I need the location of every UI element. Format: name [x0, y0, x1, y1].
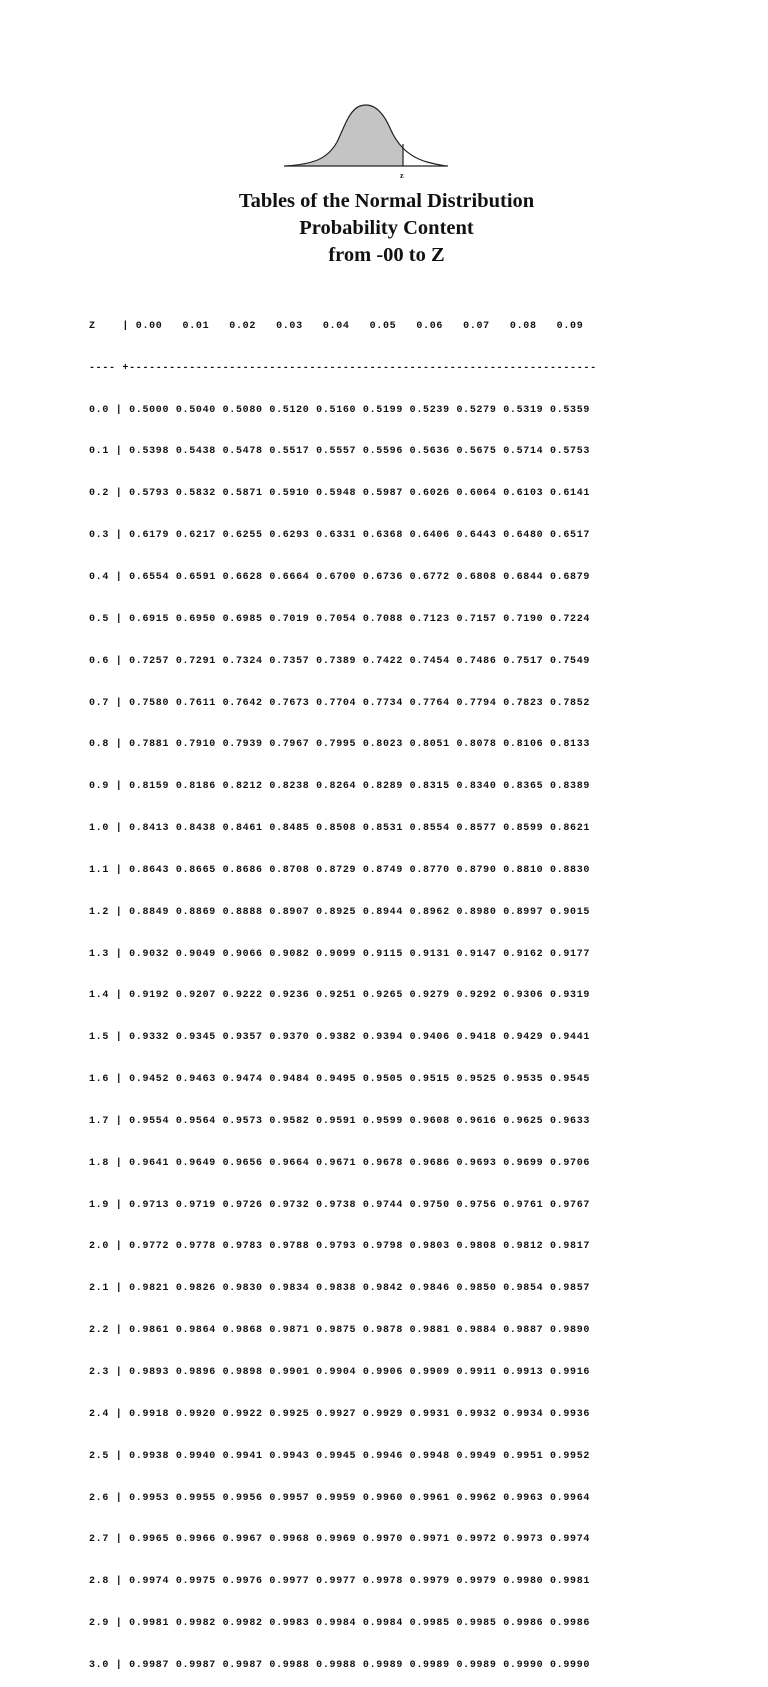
table-row: 0.9 | 0.8159 0.8186 0.8212 0.8238 0.8264 0.8289 0.8315 0.8340 0.8365 0.8389	[89, 781, 591, 793]
table-row: 0.2 | 0.5793 0.5832 0.5871 0.5910 0.5948 0.5987 0.6026 0.6064 0.6103 0.6141	[89, 488, 591, 500]
table-header: Z | 0.00 0.01 0.02 0.03 0.04 0.05 0.06 0.07 0.08 0.09	[89, 320, 584, 332]
table-row: 2.5 | 0.9938 0.9940 0.9941 0.9943 0.9945 0.9946 0.9948 0.9949 0.9951 0.9952	[89, 1450, 591, 1462]
table-row: 2.1 | 0.9821 0.9826 0.9830 0.9834 0.9838 0.9842 0.9846 0.9850 0.9854 0.9857	[89, 1283, 591, 1295]
table-row: 0.4 | 0.6554 0.6591 0.6628 0.6664 0.6700 0.6736 0.6772 0.6808 0.6844 0.6879	[89, 571, 591, 583]
table-row: 1.9 | 0.9713 0.9719 0.9726 0.9732 0.9738 0.9744 0.9750 0.9756 0.9761 0.9767	[89, 1199, 591, 1211]
z-marker-label: z	[400, 171, 404, 180]
table-row: 1.4 | 0.9192 0.9207 0.9222 0.9236 0.9251 0.9265 0.9279 0.9292 0.9306 0.9319	[89, 990, 591, 1002]
table-row: 2.3 | 0.9893 0.9896 0.9898 0.9901 0.9904 0.9906 0.9909 0.9911 0.9913 0.9916	[89, 1367, 591, 1378]
table-row: 1.0 | 0.8413 0.8438 0.8461 0.8485 0.8508 0.8531 0.8554 0.8577 0.8599 0.8621	[89, 823, 591, 835]
table-row: 2.8 | 0.9974 0.9975 0.9976 0.9977 0.9977 0.9978 0.9979 0.9979 0.9980 0.9981	[89, 1576, 591, 1588]
table-row: 1.3 | 0.9032 0.9049 0.9066 0.9082 0.9099 0.9115 0.9131 0.9147 0.9162 0.9177	[89, 948, 591, 960]
table-row: 0.8 | 0.7881 0.7910 0.7939 0.7967 0.7995 0.8023 0.8051 0.8078 0.8106 0.8133	[89, 739, 591, 751]
probability-table	[89, 292, 597, 1687]
table-row: 2.0 | 0.9772 0.9778 0.9783 0.9788 0.9793 0.9798 0.9803 0.9808 0.9812 0.9817	[89, 1241, 591, 1253]
title-line-3: from -00 to Z	[328, 244, 445, 266]
table-row: 1.8 | 0.9641 0.9649 0.9656 0.9664 0.9671 0.9678 0.9686 0.9693 0.9699 0.9706	[89, 1157, 591, 1169]
normal-curve-figure	[282, 100, 452, 184]
table-row: 2.6 | 0.9953 0.9955 0.9956 0.9957 0.9959 0.9960 0.9961 0.9962 0.9963 0.9964	[89, 1492, 591, 1504]
table-separator: ---- +----------------------------------------------------------------------	[89, 362, 597, 374]
table-row: 1.5 | 0.9332 0.9345 0.9357 0.9370 0.9382 0.9394 0.9406 0.9418 0.9429 0.9441	[89, 1032, 591, 1044]
table-row: 0.6 | 0.7257 0.7291 0.7324 0.7357 0.7389 0.7422 0.7454 0.7486 0.7517 0.7549	[89, 655, 591, 667]
shaded-area	[286, 105, 403, 166]
table-title	[0, 188, 768, 269]
table-row: 1.1 | 0.8643 0.8665 0.8686 0.8708 0.8729 0.8749 0.8770 0.8790 0.8810 0.8830	[89, 864, 591, 876]
title-line-1: Tables of the Normal Distribution	[238, 190, 535, 212]
table-row: 0.3 | 0.6179 0.6217 0.6255 0.6293 0.6331 0.6368 0.6406 0.6443 0.6480 0.6517	[89, 530, 591, 542]
normal-curve-icon	[282, 100, 452, 184]
table-row: 1.6 | 0.9452 0.9463 0.9474 0.9484 0.9495 0.9505 0.9515 0.9525 0.9535 0.9545	[89, 1074, 591, 1086]
title-line-2: Probability Content	[299, 217, 474, 239]
table-row: 0.0 | 0.5000 0.5040 0.5080 0.5120 0.5160 0.5199 0.5239 0.5279 0.5319 0.5359	[89, 404, 591, 416]
table-row: 1.7 | 0.9554 0.9564 0.9573 0.9582 0.9591 0.9599 0.9608 0.9616 0.9625 0.9633	[89, 1115, 591, 1127]
table-row: 0.1 | 0.5398 0.5438 0.5478 0.5517 0.5557 0.5596 0.5636 0.5675 0.5714 0.5753	[89, 446, 591, 458]
table-row: 2.7 | 0.9965 0.9966 0.9967 0.9968 0.9969 0.9970 0.9971 0.9972 0.9973 0.9974	[89, 1534, 591, 1546]
table-row: 1.2 | 0.8849 0.8869 0.8888 0.8907 0.8925 0.8944 0.8962 0.8980 0.8997 0.9015	[89, 906, 591, 918]
table-row: 0.5 | 0.6915 0.6950 0.6985 0.7019 0.7054 0.7088 0.7123 0.7157 0.7190 0.7224	[89, 613, 591, 625]
table-row: 0.7 | 0.7580 0.7611 0.7642 0.7673 0.7704 0.7734 0.7764 0.7794 0.7823 0.7852	[89, 697, 591, 709]
table-row: 2.9 | 0.9981 0.9982 0.9982 0.9983 0.9984 0.9984 0.9985 0.9985 0.9986 0.9986	[89, 1618, 591, 1630]
table-row: 2.4 | 0.9918 0.9920 0.9922 0.9925 0.9927 0.9929 0.9931 0.9932 0.9934 0.9936	[89, 1408, 591, 1420]
table-row: 2.2 | 0.9861 0.9864 0.9868 0.9871 0.9875 0.9878 0.9881 0.9884 0.9887 0.9890	[89, 1325, 591, 1337]
table-row: 3.0 | 0.9987 0.9987 0.9987 0.9988 0.9988 0.9989 0.9989 0.9989 0.9990 0.9990	[89, 1659, 591, 1671]
